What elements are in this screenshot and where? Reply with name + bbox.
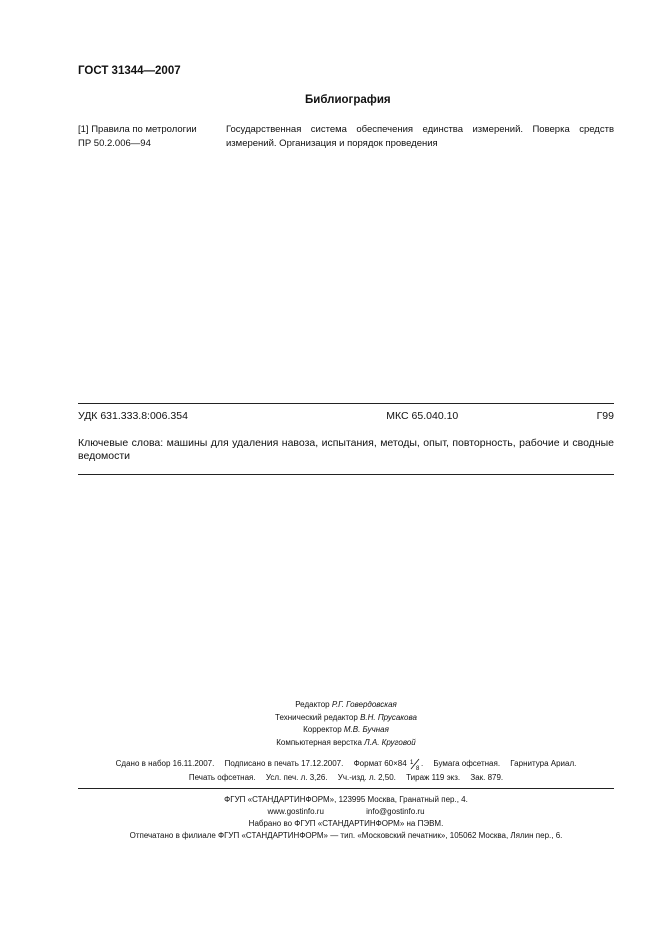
classification-line xyxy=(78,410,614,422)
format: Формат 60×84 xyxy=(353,759,407,768)
printing-type: Печать офсетная. xyxy=(188,773,256,782)
printing-house: Отпечатано в филиале ФГУП «СТАНДАРТИНФОРМ» — тип. «Московский печатник», 105062 Москва, Лялин пер., 6. xyxy=(129,831,563,840)
print-info-line1: Сдано в набор 16.11.2007. Подписано в печать 17.12.2007. Формат 60×84 1 8 . Бумага офсетная. Гарнитура Ариал. xyxy=(115,759,577,770)
print-run: Тираж 119 экз. xyxy=(406,773,461,782)
layout-name: Л.А. Круговой xyxy=(364,737,416,747)
typesetting-note: Набрано во ФГУП «СТАНДАРТИНФОРМ» на ПЭВМ. xyxy=(248,819,444,828)
keywords: Ключевые слова: машины для удаления навоза, испытания, методы, опыт, повторность, рабочие и сводные ведомости xyxy=(78,437,614,462)
publisher-info xyxy=(78,794,614,842)
signed-date: Подписано в печать 17.12.2007. xyxy=(224,759,344,768)
submitted-date: Сдано в набор 16.11.2007. xyxy=(115,759,215,768)
publisher-divider xyxy=(78,788,614,789)
tech-editor-label: Технический редактор xyxy=(275,712,358,722)
top-divider xyxy=(78,403,614,404)
publisher-email: info@gostinfo.ru xyxy=(366,807,425,816)
layout-label: Компьютерная верстка xyxy=(276,737,362,747)
bottom-divider xyxy=(78,474,614,475)
standard-code: ГОСТ 31344—2007 xyxy=(78,65,181,77)
mks-code: МКС 65.040.10 xyxy=(386,410,459,422)
bibliography-ref-line2: ПР 50.2.006—94 xyxy=(78,138,151,149)
bibliography-reference xyxy=(78,123,218,151)
tech-editor-name: В.Н. Прусакова xyxy=(360,712,417,722)
group-code: Г99 xyxy=(596,410,614,422)
editor-line xyxy=(78,699,614,712)
publisher-contacts xyxy=(78,806,614,818)
bibliography-title: Библиография xyxy=(305,94,391,106)
fraction-denominator: 8 xyxy=(415,766,420,770)
print-sheets: Усл. печ. л. 3,26. xyxy=(265,773,328,782)
corrector-line xyxy=(78,724,614,737)
publisher-address: ФГУП «СТАНДАРТИНФОРМ», 123995 Москва, Гранатный пер., 4. xyxy=(224,795,468,804)
order-number: Зак. 879. xyxy=(470,773,504,782)
typeface: Гарнитура Ариал. xyxy=(510,759,577,768)
editorial-credits xyxy=(78,699,614,749)
tech-editor-line xyxy=(78,712,614,725)
paper-type: Бумага офсетная. xyxy=(433,759,501,768)
fraction-numerator: 1 xyxy=(409,760,414,766)
bibliography-description: Государственная система обеспечения единства измерений. Поверка средств измерений. Организация и порядок проведения xyxy=(226,124,614,149)
print-info xyxy=(78,757,614,785)
corrector-label: Корректор xyxy=(303,725,342,734)
corrector-name: М.В. Бучная xyxy=(343,725,389,734)
editor-label: Редактор xyxy=(295,700,330,709)
print-info-line2 xyxy=(78,771,614,785)
layout-line xyxy=(78,737,614,750)
publisher-website: www.gostinfo.ru xyxy=(267,807,324,816)
udk-code: УДК 631.333.8:006.354 xyxy=(78,410,188,422)
publishing-sheets: Уч.-изд. л. 2,50. xyxy=(337,773,396,782)
bibliography-ref-line1: [1] Правила по метрологии xyxy=(78,124,197,135)
format-fraction xyxy=(409,758,421,768)
editor-name: Р.Г. Говердовская xyxy=(331,700,397,709)
